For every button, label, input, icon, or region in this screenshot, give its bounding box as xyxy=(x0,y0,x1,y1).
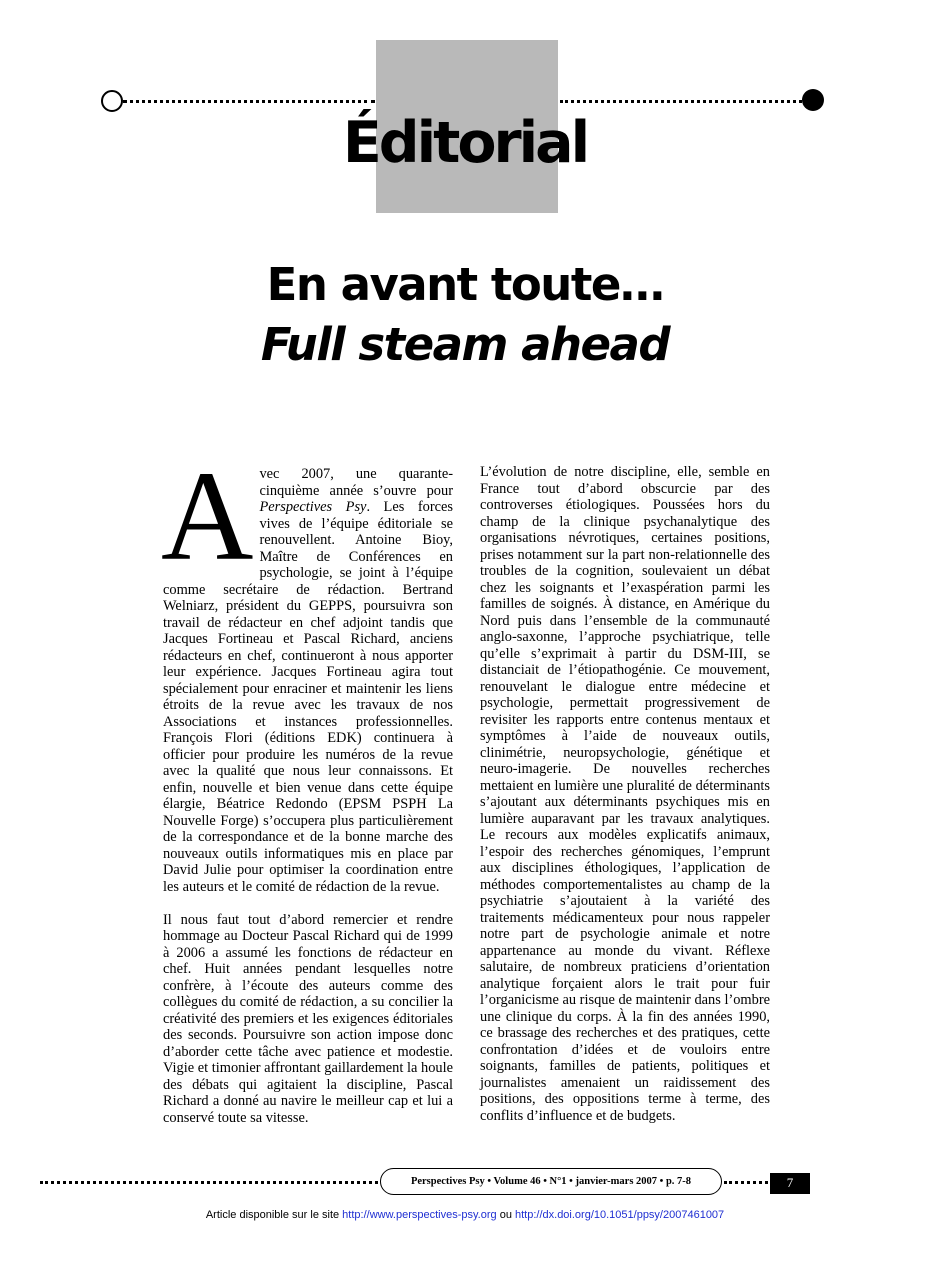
availability-prefix: Article disponible sur le site xyxy=(205,1209,343,1221)
page-number: 7 xyxy=(770,1173,810,1194)
open-circle-ornament xyxy=(101,90,123,112)
site-link[interactable]: http://www.perspectives-psy.org xyxy=(342,1209,497,1221)
section-title: Éditorial xyxy=(342,110,588,176)
footer-dotted-rule-right xyxy=(724,1181,768,1184)
article-paragraph-2: Il nous faut tout d’abord remercier et rendre hommage au Docteur Pascal Richard qui de 1999 à 2006 a assumé les fonctions de rédacteur en chef. Huit années pendant lesquelles notre confrère, à l’écoute des auteurs comme des collègues du comité de rédaction, a su concilier la créativité des premiers et les exigences éditoriales des seconds. Poursuivre son action impose donc d’aborder cette tâche avec patience et modestie. Vigie et timonier affrontant gaillardement la houle des débats qui agitaient la discipline, Pascal Richard a donné au navire le meilleur cap et lui a conservé toute sa vitesse. xyxy=(163,911,453,1126)
headline-french: En avant toute… xyxy=(266,258,664,311)
headline-english: Full steam ahead xyxy=(260,318,670,371)
availability-separator: ou xyxy=(496,1209,515,1221)
article-paragraph-3: L’évolution de notre discipline, elle, semble en France tout d’abord obscurcie par des controverses étiologiques. Poussées hors du champ de la clinique psychanalytique des organisations névrotiques, certaines positions, prises notamment sur la part non-relationnelle des troubles de la cognition, soulevaient un débat chez les soignants et l’exaspération parmi les familles de soignés. À distance, en Amérique du Nord puis dans l’ensemble de la communauté anglo-saxonne, l’approche psychiatrique, telle qu’elle s’exprimait à partir du DSM-III, se distanciait de l’étiopathogénie. Ce mouvement, renouvelant le dialogue entre médecine et psychologie, permettait progressivement de revisiter les rapports entre contenus mentaux et symptômes à l’aide de nouveaux outils, clinimétrie, neuropsychologie, génétique et neuro-imagerie. De nouvelles recherches mettaient en lumière une pluralité de déterminants s’ajoutant aux déterminants psychiques mis en lumière auparavant par les travaux analytiques. Le recours aux modèles explicatifs animaux, l’espoir des recherches génomiques, l’emprunt aux disciplines éthologiques, l’application de méthodes comportementalistes au champ de la psychiatrie s’ajoutaient à la variété des traitements médicamenteux pour nous rappeler notre part de psychologie animale et notre appartenance au monde du vivant. Réflexe salutaire, de nombreux praticiens d’orientation analytique forçaient alors le trait pour fuir l’organicisme au risque de maintenir dans l’ombre une clinique du corps. À la fin des années 1990, ce brassage des recherches et des pratiques, cette confrontation d’idées et de vouloirs entre soignants, familles de patients, politiques et journalistes amenaient un raidissement des positions, des oppositions terme à terme, des conflits d’influence et de budgets. xyxy=(480,464,770,1124)
article-column-left xyxy=(161,445,453,1126)
paragraph-1-opening: vec 2007, une quarante-cinquième année s’ouvre pour xyxy=(259,466,453,499)
doi-link[interactable]: http://dx.doi.org/10.1051/ppsy/2007461007 xyxy=(515,1209,725,1221)
drop-cap: A xyxy=(161,445,254,587)
filled-circle-ornament xyxy=(802,89,824,111)
article-paragraph-1 xyxy=(161,445,453,895)
article-column-right xyxy=(480,464,770,1124)
journal-citation: Perspectives Psy • Volume 46 • N°1 • janvier-mars 2007 • p. 7-8 xyxy=(380,1168,722,1195)
footer-dotted-rule-left xyxy=(40,1181,378,1184)
journal-name: Perspectives Psy xyxy=(259,499,367,515)
header-dotted-rule-right xyxy=(560,100,802,103)
header-dotted-rule-left xyxy=(123,100,375,103)
paragraph-1-body: . Les forces vives de l’équipe éditoriale se renouvellent. Antoine Bioy, Maître de Conférences en psychologie, se joint à l’équipe comme secrétaire de rédaction. Bertrand Welniarz, président du GEPPS, poursuivra son travail de rédacteur en chef adjoint tandis que Jacques Fortineau et Pascal Richard, anciens rédacteurs en chef, continueront à nous apporter leur expérience. Jacques Fortineau agira tout spécialement pour enraciner et maintenir les liens étroits de la revue avec les travaux de nos Associations et instances professionnelles. François Flori (éditions EDK) continuera à officier pour produire les numéros de la revue avec la qualité que nous leur connaissons. Et enfin, nouvelle et bien venue dans cette équipe élargie, Béatrice Redondo (EPSM PSPH La Nouvelle Forge) s’occupera plus particulièrement de la correspondance et de la bonne marche des nouveaux outils informatiques mis en place par David Julie pour optimiser la coordination entre les auteurs et le comité de rédaction de la revue. xyxy=(163,499,453,895)
availability-notice xyxy=(0,1209,930,1221)
